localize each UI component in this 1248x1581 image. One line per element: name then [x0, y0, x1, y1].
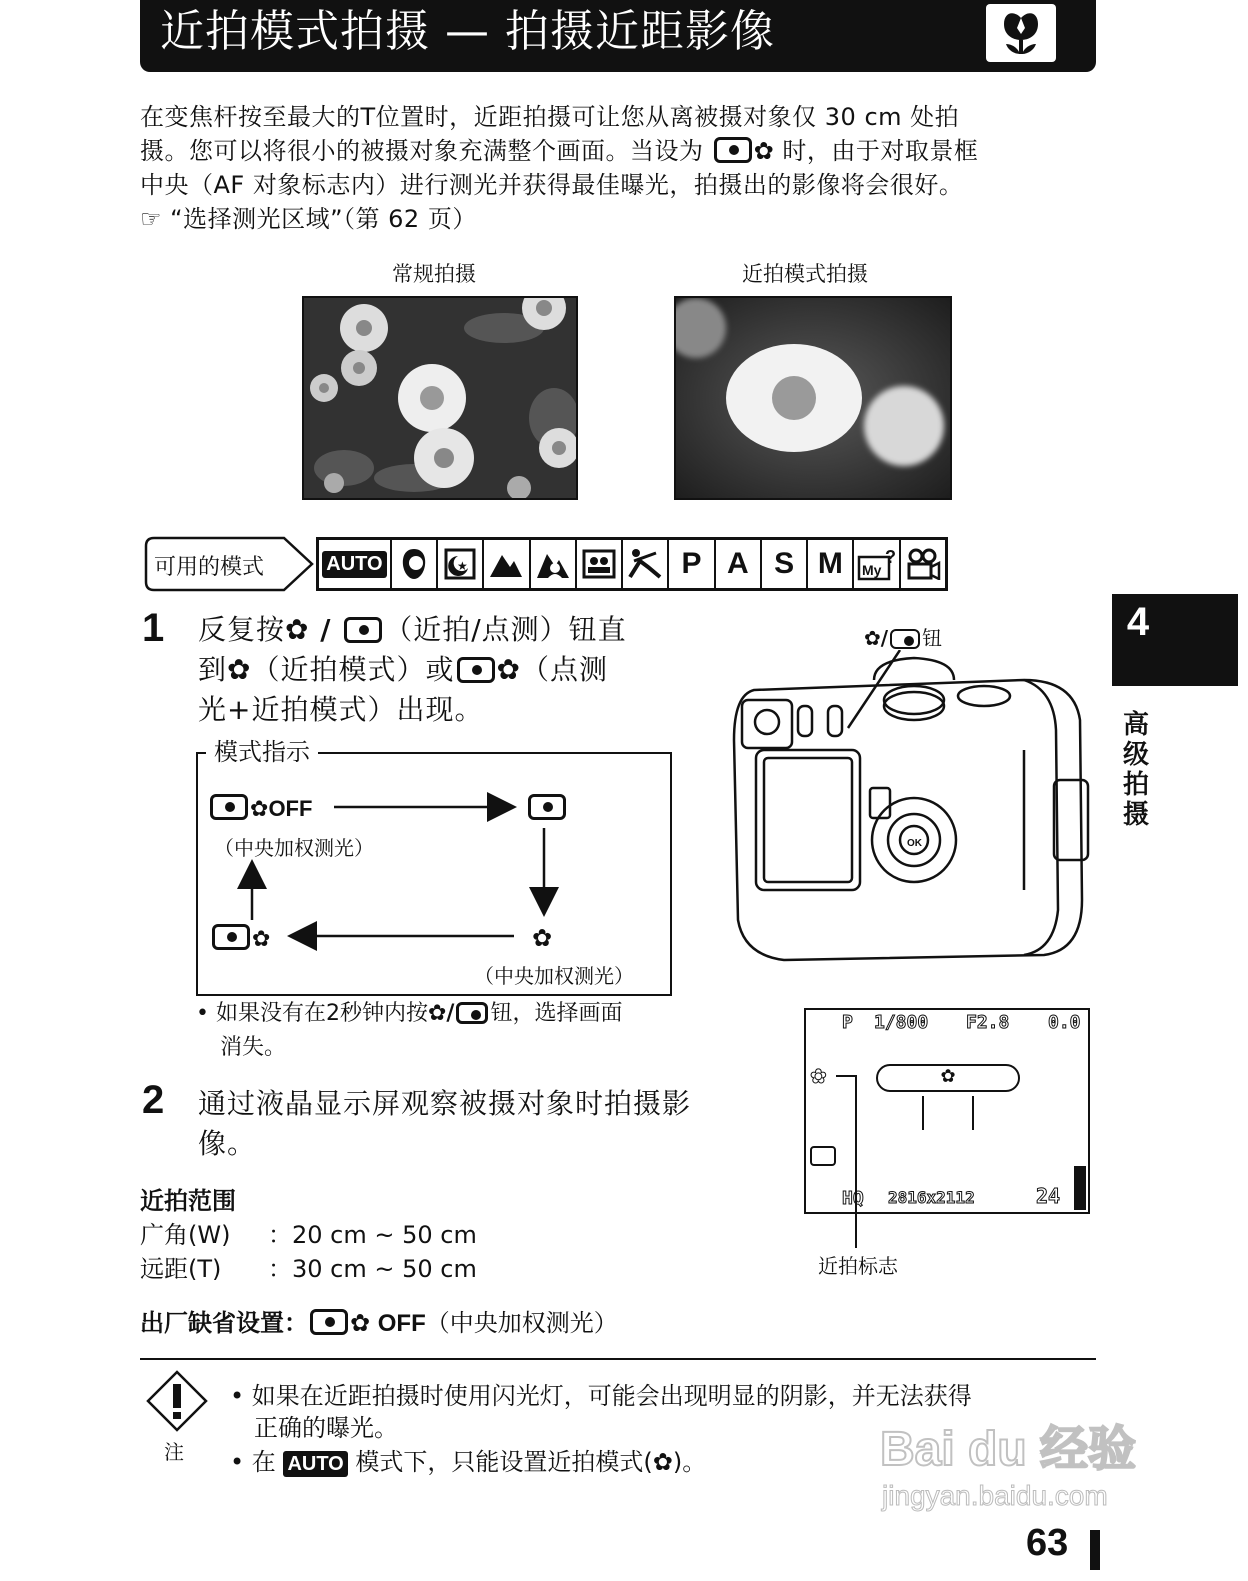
- step-1-line-1: 反复按✿ / （近拍/点测）钮直: [198, 610, 627, 650]
- macro-icon: ✿: [250, 797, 269, 822]
- mode-indicator-title: 模式指示: [206, 732, 318, 767]
- range-wide-value: ：20 cm ~ 50 cm: [268, 1221, 477, 1249]
- page-number-bar: [1090, 1530, 1100, 1570]
- mode-a: A: [716, 540, 762, 588]
- camera-button-label: ✿/ 钮: [864, 626, 943, 650]
- note-1-line-1: [230, 1380, 972, 1412]
- baidu-watermark-url: jingyan.baidu.com: [882, 1480, 1108, 1511]
- note-2: [230, 1446, 706, 1480]
- normal-shot-photo: [302, 296, 578, 500]
- macro-icon: ✿: [753, 137, 775, 165]
- caution-label: 注: [164, 1440, 184, 1464]
- step-2-line-1: 通过液晶显示屏观察被摄对象时拍摄影: [198, 1087, 692, 1120]
- note-text: 如果没有在2秒钟内按: [215, 1001, 428, 1026]
- lcd-macro-icon: ✿: [810, 1064, 827, 1088]
- reference-text: “选择测光区域”（第 62 页）: [170, 205, 477, 233]
- lcd-macro-banner: [876, 1064, 1020, 1092]
- my-mode-icon: [854, 540, 900, 588]
- intro-line-2-start: 摄。您可以将很小的被摄对象充满整个画面。当设为: [140, 137, 704, 165]
- movie-icon: [901, 540, 945, 588]
- note-2-start: 在: [251, 1448, 276, 1476]
- macro-range-title: 近拍范围: [140, 1187, 236, 1215]
- lcd-shots-remaining: 24: [1036, 1184, 1061, 1208]
- default-setting: [140, 1306, 618, 1341]
- diagram-arrows: [196, 752, 672, 996]
- macro-icon: ✿: [350, 1309, 371, 1337]
- lcd-battery-icon: [810, 1146, 836, 1166]
- svg-text:★: ★: [457, 559, 468, 573]
- camera-illustration: [724, 650, 1104, 970]
- chapter-label-char: 摄: [1122, 800, 1149, 830]
- sports-icon: [623, 540, 669, 588]
- macro-mark-leader-line: [834, 1072, 864, 1252]
- default-label: 出厂缺省设置：: [140, 1309, 308, 1337]
- step-1-press: 反复按: [198, 613, 286, 646]
- available-modes-text: 可用的模式: [154, 555, 265, 580]
- mode-auto: AUTO: [319, 540, 392, 588]
- spot-metering-icon: [344, 617, 382, 643]
- chapter-label: [1118, 710, 1154, 830]
- bullet-icon: •: [196, 1001, 209, 1026]
- macro-icon: ✿: [496, 653, 521, 686]
- lcd-quality: HQ: [842, 1188, 864, 1209]
- step-2-line-2: 像。: [198, 1127, 257, 1160]
- step-1-line-3: 光+近拍模式）出现。: [198, 693, 484, 726]
- portrait-icon: [392, 540, 438, 588]
- macro-shot-photo: [674, 296, 952, 500]
- bullet-icon: •: [230, 1382, 245, 1410]
- macro-icon: ✿: [252, 927, 271, 952]
- macro-icon: ✿: [652, 1448, 673, 1476]
- af-target-mark: [922, 1096, 974, 1130]
- landscape-icon: [484, 540, 530, 588]
- intro-reference[interactable]: [140, 202, 1100, 236]
- range-wide-label: 广角(W): [140, 1221, 231, 1249]
- step-2-number: 2: [142, 1078, 165, 1122]
- landscape-portrait-icon: [531, 540, 577, 588]
- step-1-macro-mode: （近拍模式）或: [251, 653, 455, 686]
- chapter-number: 4: [1126, 600, 1150, 644]
- chapter-label-char: 拍: [1122, 770, 1149, 800]
- lcd-aperture: F2.8: [966, 1012, 1010, 1033]
- mode-s: S: [762, 540, 808, 588]
- note-2-middle: 模式下，只能设置近拍模式(: [355, 1448, 653, 1476]
- svg-text:OK: OK: [907, 838, 922, 849]
- range-tele-label: 远距(T): [140, 1255, 222, 1283]
- macro-icon: ✿: [285, 613, 310, 646]
- lcd-macro-mark-caption: 近拍标志: [818, 1254, 898, 1278]
- notes-divider: [140, 1358, 1096, 1360]
- caution-icon: [146, 1370, 208, 1432]
- step-1-button-desc: （近拍/点测）钮直: [384, 613, 627, 646]
- step-1-line-2: [198, 650, 608, 690]
- lcd-resolution: 2816x2112: [888, 1188, 975, 1207]
- normal-photo-caption: 常规拍摄: [392, 262, 476, 286]
- intro-line-2: [140, 134, 1100, 168]
- step-1-until: 到: [198, 653, 228, 686]
- spot-metering-icon: [890, 629, 920, 649]
- intro-line-2-end: 时，由于对取景框: [782, 137, 979, 165]
- macro-photo-caption: 近拍模式拍摄: [742, 262, 868, 286]
- auto-badge: AUTO: [283, 1451, 347, 1477]
- available-modes-label: [144, 536, 314, 592]
- page-number: 63: [1026, 1522, 1069, 1564]
- macro-icon: ✿: [864, 626, 881, 650]
- off-label: OFF: [268, 796, 313, 821]
- reference-hand-icon: ☞: [140, 205, 163, 233]
- step-1-number: 1: [142, 606, 165, 650]
- mode-p: P: [669, 540, 715, 588]
- mode-strip: [316, 537, 948, 591]
- diagram-top-caption: （中央加权测光）: [214, 836, 374, 860]
- lcd-shutter-speed: 1/800: [874, 1012, 929, 1033]
- note-1-text: 如果在近距拍摄时使用闪光灯，可能会出现明显的阴影，并无法获得: [251, 1382, 972, 1410]
- chapter-label-char: 级: [1122, 740, 1149, 770]
- note-2-end: )。: [672, 1448, 707, 1476]
- macro-icon: ✿: [532, 924, 553, 952]
- default-off: OFF: [377, 1310, 426, 1337]
- svg-text:My: My: [861, 562, 882, 578]
- macro-tulip-icon: [986, 4, 1056, 62]
- spot-metering-icon: [457, 657, 495, 683]
- spot-metering-icon: [310, 1309, 348, 1335]
- lcd-exposure-comp: 0.0: [1048, 1012, 1081, 1033]
- mode-m: M: [808, 540, 854, 588]
- intro-line-1: 在变焦杆按至最大的T位置时，近距拍摄可让您从离被摄对象仅 30 cm 处拍: [140, 103, 960, 131]
- diagram-bottom-caption: （中央加权测光）: [474, 964, 634, 988]
- note-text-end: 钮，选择画面: [490, 1001, 623, 1026]
- default-suffix: （中央加权测光）: [425, 1309, 618, 1337]
- step-1-note-line-1: • 如果没有在2秒钟内按✿/ 钮，选择画面: [196, 998, 622, 1030]
- lcd-mode: P: [842, 1012, 853, 1033]
- lcd-memory-gauge: [1074, 1166, 1086, 1210]
- macro-icon: ✿: [940, 1066, 956, 1087]
- intro-line-3: 中央（AF 对象标志内）进行测光并获得最佳曝光，拍摄出的影像将会很好。: [140, 171, 964, 199]
- step-1-spot: （点测: [520, 653, 608, 686]
- baidu-watermark: Bai du 经验: [880, 1423, 1137, 1476]
- step-1-note-line-2: 消失。: [220, 1035, 287, 1060]
- page-title: 近拍模式拍摄 — 拍摄近距影像: [160, 6, 775, 57]
- spot-metering-icon: [714, 137, 752, 163]
- svg-text:?: ?: [884, 547, 896, 567]
- scene-icon: [577, 540, 623, 588]
- macro-icon: ✿: [427, 1001, 447, 1026]
- night-scene-icon: [438, 540, 484, 588]
- spot-metering-icon: [456, 1002, 488, 1024]
- macro-icon: ✿: [227, 653, 252, 686]
- button-word: 钮: [922, 626, 943, 650]
- bullet-icon: •: [230, 1448, 245, 1476]
- chapter-label-char: 高: [1122, 710, 1149, 740]
- range-tele-value: ：30 cm ~ 50 cm: [268, 1255, 477, 1283]
- note-1-line-2: 正确的曝光。: [254, 1414, 398, 1442]
